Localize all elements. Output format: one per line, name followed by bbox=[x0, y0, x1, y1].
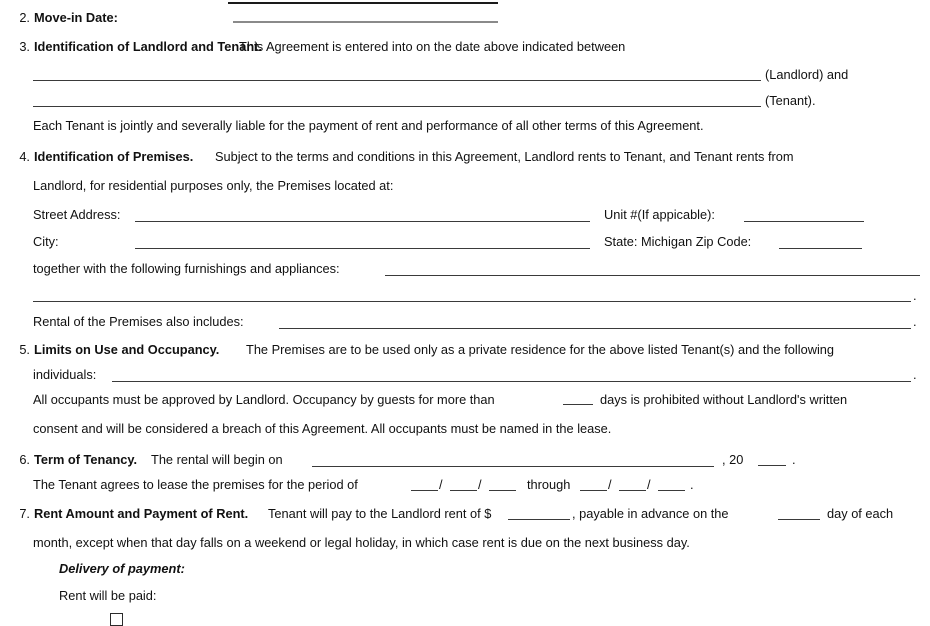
zip-code-line[interactable] bbox=[779, 248, 862, 249]
period-end-day-blank[interactable] bbox=[619, 490, 646, 491]
section-3-lead: This Agreement is entered into on the date above indicated between bbox=[239, 39, 626, 54]
tenant-name-line[interactable] bbox=[33, 106, 761, 107]
section-7-lead: Tenant will pay to the Landlord rent of $ bbox=[268, 506, 492, 521]
furnishings-line-1[interactable] bbox=[385, 275, 920, 276]
guest-days-blank[interactable] bbox=[563, 404, 593, 405]
city-line[interactable] bbox=[135, 248, 590, 249]
section-4-line2: Landlord, for residential purposes only, the Premises located at: bbox=[33, 178, 394, 193]
section-4-number: 4. bbox=[19, 149, 30, 164]
period-start-year-blank[interactable] bbox=[489, 490, 516, 491]
section-7-line2: month, except when that day falls on a weekend or legal holiday, in which case rent is due on the next business day. bbox=[33, 535, 690, 550]
state-zip-label: State: Michigan Zip Code: bbox=[604, 234, 752, 249]
year-prefix: , 20 bbox=[722, 452, 744, 467]
section-6-number: 6. bbox=[19, 452, 30, 467]
section-5-lead: The Premises are to be used only as a private residence for the above listed Tenant(s) and the following bbox=[246, 342, 835, 357]
section-4-title: Identification of Premises. bbox=[34, 149, 194, 164]
furnishings-period: . bbox=[913, 288, 917, 303]
section-6-lead: The rental will begin on bbox=[151, 452, 283, 467]
section-3-liability-text: Each Tenant is jointly and severally liable for the payment of rent and performance of all other terms of this Agreement. bbox=[33, 118, 704, 133]
period-end-month-blank[interactable] bbox=[580, 490, 607, 491]
period-end-slash-2: / bbox=[647, 477, 651, 492]
street-address-line[interactable] bbox=[135, 221, 590, 222]
rent-due-day-blank[interactable] bbox=[778, 519, 820, 520]
individuals-period: . bbox=[913, 367, 917, 382]
period-end-year-blank[interactable] bbox=[658, 490, 685, 491]
section-2-title: Move-in Date: bbox=[34, 10, 118, 25]
guests-text-pre: All occupants must be approved by Landlord. Occupancy by guests for more than bbox=[33, 392, 495, 407]
lease-period-pre: The Tenant agrees to lease the premises for the period of bbox=[33, 477, 358, 492]
section-7-title: Rent Amount and Payment of Rent. bbox=[34, 506, 249, 521]
street-address-label: Street Address: bbox=[33, 207, 121, 222]
period-start-slash-2: / bbox=[478, 477, 482, 492]
furnishings-label: together with the following furnishings and appliances: bbox=[33, 261, 340, 276]
top-dark-rule bbox=[228, 2, 498, 4]
landlord-name-line[interactable] bbox=[33, 80, 761, 81]
landlord-suffix: (Landlord) and bbox=[765, 67, 849, 82]
period-start-day-blank[interactable] bbox=[450, 490, 477, 491]
year-suffix: . bbox=[792, 452, 796, 467]
city-label: City: bbox=[33, 234, 59, 249]
period-start-month-blank[interactable] bbox=[411, 490, 438, 491]
period-end-slash-1: / bbox=[608, 477, 612, 492]
move-in-date-line[interactable] bbox=[233, 21, 498, 23]
unit-number-line[interactable] bbox=[744, 221, 864, 222]
also-includes-line[interactable] bbox=[279, 328, 911, 329]
section-3-title: Identification of Landlord and Tenant. bbox=[34, 39, 262, 54]
year-blank[interactable] bbox=[758, 465, 786, 466]
section-5-title: Limits on Use and Occupancy. bbox=[34, 342, 220, 357]
guests-text-post: days is prohibited without Landlord's written bbox=[600, 392, 848, 407]
section-7-number: 7. bbox=[19, 506, 30, 521]
period-through-label: through bbox=[527, 477, 571, 492]
rental-begin-date-line[interactable] bbox=[312, 466, 714, 467]
furnishings-line-2[interactable] bbox=[33, 301, 911, 302]
delivery-of-payment-heading: Delivery of payment: bbox=[59, 561, 185, 576]
section-7-mid: , payable in advance on the bbox=[572, 506, 729, 521]
rent-amount-blank[interactable] bbox=[508, 519, 570, 520]
rent-will-be-paid-label: Rent will be paid: bbox=[59, 588, 157, 603]
individuals-label: individuals: bbox=[33, 367, 97, 382]
section-7-tail: day of each bbox=[827, 506, 894, 521]
section-5-number: 5. bbox=[19, 342, 30, 357]
tenant-suffix: (Tenant). bbox=[765, 93, 816, 108]
guests-text-line2: consent and will be considered a breach of this Agreement. All occupants must be named in the lease. bbox=[33, 421, 612, 436]
section-2-number: 2. bbox=[19, 10, 30, 25]
also-includes-label: Rental of the Premises also includes: bbox=[33, 314, 244, 329]
unit-number-label: Unit #(If appicable): bbox=[604, 207, 715, 222]
section-4-lead: Subject to the terms and conditions in this Agreement, Landlord rents to Tenant, and Tenant rents from bbox=[215, 149, 794, 164]
section-3-number: 3. bbox=[19, 39, 30, 54]
also-includes-period: . bbox=[913, 314, 917, 329]
period-end-period: . bbox=[690, 477, 694, 492]
period-start-slash-1: / bbox=[439, 477, 443, 492]
individuals-line[interactable] bbox=[112, 381, 911, 382]
section-6-title: Term of Tenancy. bbox=[34, 452, 138, 467]
